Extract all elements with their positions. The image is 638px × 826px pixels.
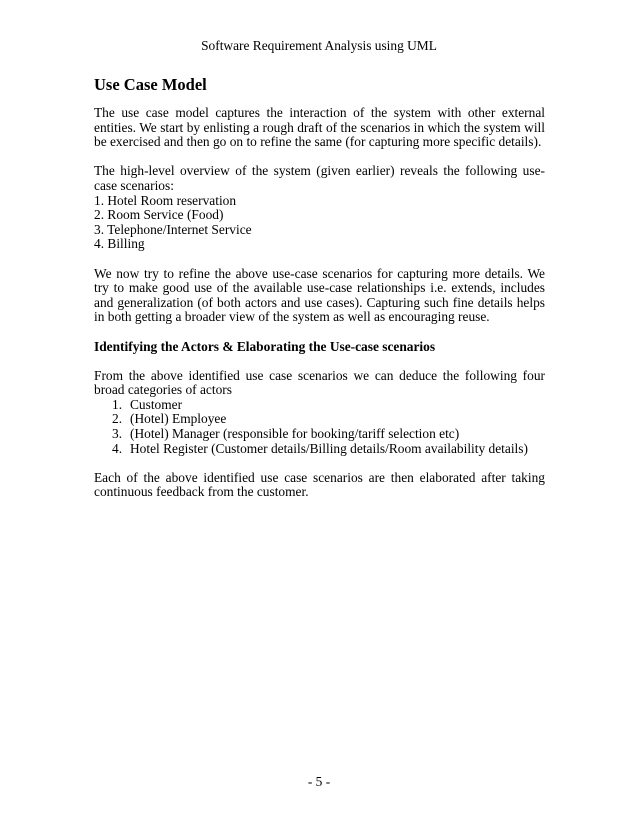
- intro-paragraph: The use case model captures the interaction of the system with other external entities. We start by enlisting a rough draft of the scenarios in which the system will be exercised and then go on to refine the same (for capturing more specific details).: [94, 105, 545, 150]
- scenario-item: 4. Billing: [94, 236, 145, 252]
- scenario-item: 3. Telephone/Internet Service: [94, 221, 252, 237]
- paragraph-gap: [94, 354, 545, 369]
- running-header: Software Requirement Analysis using UML: [201, 38, 437, 53]
- page-number: - 5 -: [307, 774, 331, 789]
- actor-number: 4.: [112, 440, 123, 456]
- actor-item: [112, 427, 545, 442]
- actor-item: [112, 398, 545, 413]
- scenario-item: 1. Hotel Room reservation: [94, 192, 237, 208]
- paragraph-gap: [94, 456, 545, 471]
- refine-paragraph: We now try to refine the above use-case scenarios for capturing more details. We try to make good use of the available use-case relationships i.e. extends, includes and generalization (of both actors and use cases). Capturing such fine details helps in both getting a broader view of the system as well as encouraging reuse.: [94, 265, 545, 325]
- closing-paragraph: Each of the above identified use case scenarios are then elaborated after taking continuous feedback from the customer.: [94, 469, 545, 500]
- overview-paragraph: The high-level overview of the system (given earlier) reveals the following use-case scenarios:: [94, 163, 545, 193]
- scenario-item: 2. Room Service (Food): [94, 207, 224, 223]
- paragraph-gap: [94, 252, 545, 267]
- actor-item: [112, 442, 545, 457]
- paragraph-gap: [94, 325, 545, 340]
- actor-text: (Hotel) Manager (responsible for booking/tariff selection etc): [130, 426, 460, 442]
- scenario-list: [94, 194, 545, 252]
- subheading: Identifying the Actors & Elaborating the Use-case scenarios: [94, 338, 436, 354]
- actor-text: Customer: [130, 396, 183, 412]
- actor-number: 1.: [112, 396, 123, 412]
- actor-number: 2.: [112, 411, 123, 427]
- actor-text: (Hotel) Employee: [130, 411, 227, 427]
- section-title: Use Case Model: [94, 75, 207, 94]
- page-content: [94, 76, 545, 500]
- paragraph-gap: [94, 150, 545, 165]
- actor-text: Hotel Register (Customer details/Billing details/Room availability details): [130, 440, 528, 456]
- actors-intro-paragraph: From the above identified use case scenarios we can deduce the following four broad categories of actors: [94, 367, 545, 398]
- actor-number: 3.: [112, 426, 123, 442]
- actor-list: [94, 398, 545, 456]
- actor-item: [112, 412, 545, 427]
